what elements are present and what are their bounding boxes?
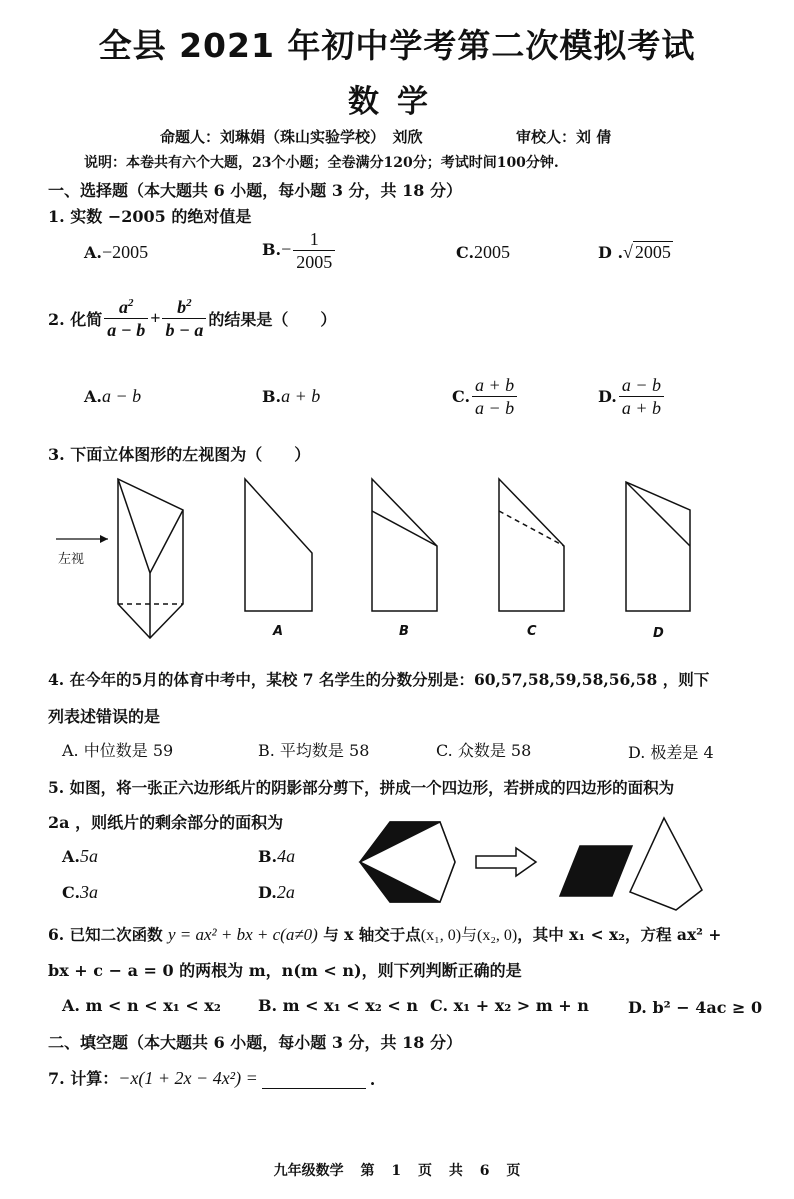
q2-c-label: C.: [452, 387, 471, 406]
q1-b-denominator: 2005: [296, 252, 333, 272]
q1-d-radicand: 2005: [634, 242, 671, 262]
q2-d-num: a − b: [619, 374, 664, 397]
q2-option-d: [598, 374, 666, 419]
q2-t2-den: b − a: [165, 320, 204, 340]
q5-transform-arrow: [476, 848, 536, 876]
q2-d-den: a + b: [621, 398, 662, 418]
q2-b-value: a + b: [281, 386, 321, 406]
q2-t1-num: a: [118, 297, 128, 317]
q1-a-value: −2005: [101, 242, 149, 262]
q5-c-label: C.: [62, 883, 81, 902]
q6-option-c: C. x₁ + x₂ > m + n: [430, 996, 589, 1015]
q3-figures: [0, 470, 794, 660]
q2-term-2: [162, 296, 206, 341]
q5-a-value: 5a: [79, 846, 98, 866]
exam-subject: 数学: [348, 84, 446, 120]
sqrt-symbol: √: [623, 242, 633, 262]
q2-c-fraction: [472, 374, 517, 419]
question-4-stem-line-1: 4. 在今年的5月的体育中考中，某校 7 名学生的分数分别是：60,57,58,59,58,56,58 ，则下: [48, 670, 710, 689]
section-heading-fill-in: 二、填空题（本大题共 6 小题，每小题 3 分，共 18 分）: [48, 1033, 462, 1052]
q2-option-a: [84, 386, 141, 407]
q5-figures: [0, 812, 794, 922]
q4-option-c: C. 众数是 58: [436, 741, 532, 760]
question-5-stem-line-1: 5. 如图，将一张正六边形纸片的阴影部分剪下，拼成一个四边形，若拼成的四边形的面积为: [48, 778, 675, 797]
q1-c-label: C.: [456, 243, 475, 262]
q3-label-b: B: [399, 624, 409, 639]
q2-t2-num: b: [177, 297, 187, 317]
q7-period: .: [369, 1070, 376, 1089]
q6-function: y = ax² + bx + c(a≠0): [167, 925, 318, 944]
q2-plus: +: [150, 308, 161, 328]
q2-term-1: [104, 296, 148, 341]
question-3-stem: 3. 下面立体图形的左视图为（ ）: [48, 445, 311, 464]
q6-option-a: A. m < n < x₁ < x₂: [62, 996, 221, 1015]
q6-text-3: ，其中 x₁ < x₂，方程 ax² +: [517, 925, 722, 944]
q3-option-b-figure: [372, 479, 437, 611]
question-4-stem-line-2: 列表述错误的是: [48, 707, 161, 726]
q2-prefix: 2. 化简: [48, 310, 103, 329]
q1-b-fraction: [293, 228, 335, 273]
q5-parallelogram-figure: [560, 846, 632, 896]
q1-c-value: 2005: [474, 242, 511, 262]
q6-text-1: 6. 已知二次函数: [48, 925, 168, 944]
q1-b-numerator: 1: [293, 228, 335, 251]
q2-option-b: [262, 386, 320, 407]
q6-text-2: 与 x 轴交于点: [317, 925, 421, 944]
q2-t2-exp: 2: [186, 297, 192, 309]
q4-option-b: B. 平均数是 58: [258, 741, 370, 760]
q2-a-label: A.: [84, 387, 102, 406]
q5-d-value: 2a: [276, 882, 295, 902]
q5-a-label: A.: [62, 847, 80, 866]
q3-label-c: C: [527, 624, 537, 639]
q2-b-label: B.: [262, 387, 282, 406]
q6-option-b: B. m < x₁ < x₂ < n: [258, 996, 418, 1015]
exam-authors: 命题人：刘琳娟（珠山实验学校） 刘欣: [160, 128, 423, 146]
q4-option-d: D. 极差是 4: [628, 743, 714, 762]
q3-option-c-figure: [499, 479, 564, 611]
q2-t1-den: a − b: [107, 320, 146, 340]
q1-option-c: [456, 242, 510, 263]
q7-expression: −x(1 + 2x − 4x²) =: [118, 1068, 258, 1088]
section-heading-choice: 一、选择题（本大题共 6 小题，每小题 3 分，共 18 分）: [48, 181, 462, 200]
q5-c-value: 3a: [80, 882, 99, 902]
left-view-label: 左视: [58, 552, 85, 567]
question-6-stem-line-2: bx + c − a = 0 的两根为 m，n(m < n)，则下列判断正确的是: [48, 961, 522, 980]
page-footer: 九年级数学 第 1 页 共 6 页: [273, 1163, 521, 1179]
question-6-stem-line-1: [48, 922, 721, 945]
q4-option-a: A. 中位数是 59: [62, 741, 174, 760]
left-view-arrow: [56, 535, 108, 543]
exam-title: 全县 2021 年初中学考第二次模拟考试: [98, 26, 696, 65]
q2-a-value: a − b: [101, 386, 142, 406]
q6-points: (x₁, 0)与(x₂, 0): [420, 927, 518, 944]
q5-kite-figure: [630, 818, 702, 910]
q3-option-d-figure: [626, 482, 690, 611]
q3-solid-figure: [118, 479, 183, 638]
q5-b-label: B.: [258, 847, 278, 866]
q2-d-fraction: [619, 374, 664, 419]
q1-b-sign: −: [281, 239, 292, 259]
q3-label-a: A: [273, 624, 284, 639]
q6-option-d: D. b² − 4ac ≥ 0: [628, 998, 763, 1017]
q1-option-d: [598, 242, 673, 263]
q5-b-value: 4a: [277, 846, 296, 866]
q5-d-label: D.: [258, 883, 277, 902]
q2-c-num: a + b: [472, 374, 517, 397]
question-7-stem: [48, 1066, 375, 1089]
q2-d-label: D.: [598, 387, 617, 406]
q7-label: 7. 计算：: [48, 1069, 119, 1088]
q2-suffix: 的结果是（ ）: [208, 310, 337, 329]
q1-d-label: D .: [598, 243, 624, 262]
question-5-stem-line-2: 2a ，则纸片的剩余部分的面积为: [48, 813, 284, 832]
exam-reviewer: 审校人：刘 倩: [516, 128, 612, 146]
q1-a-label: A.: [84, 243, 102, 262]
q1-option-b: [262, 228, 337, 273]
exam-note: 说明：本卷共有六个大题，23个小题；全卷满分120分；考试时间100分钟.: [84, 155, 559, 171]
q3-label-d: D: [653, 626, 664, 641]
question-2-stem: [48, 296, 336, 341]
q1-option-a: [84, 242, 148, 263]
question-1-stem: 1. 实数 −2005 的绝对值是: [48, 207, 252, 226]
q3-option-a-figure: [245, 479, 312, 611]
q5-hexagon-figure: [360, 822, 455, 902]
q1-b-label: B.: [262, 240, 282, 259]
q2-c-den: a − b: [475, 398, 515, 418]
q7-answer-blank[interactable]: [262, 1088, 366, 1089]
q2-option-c: [452, 374, 519, 419]
q2-t1-exp: 2: [127, 297, 134, 309]
